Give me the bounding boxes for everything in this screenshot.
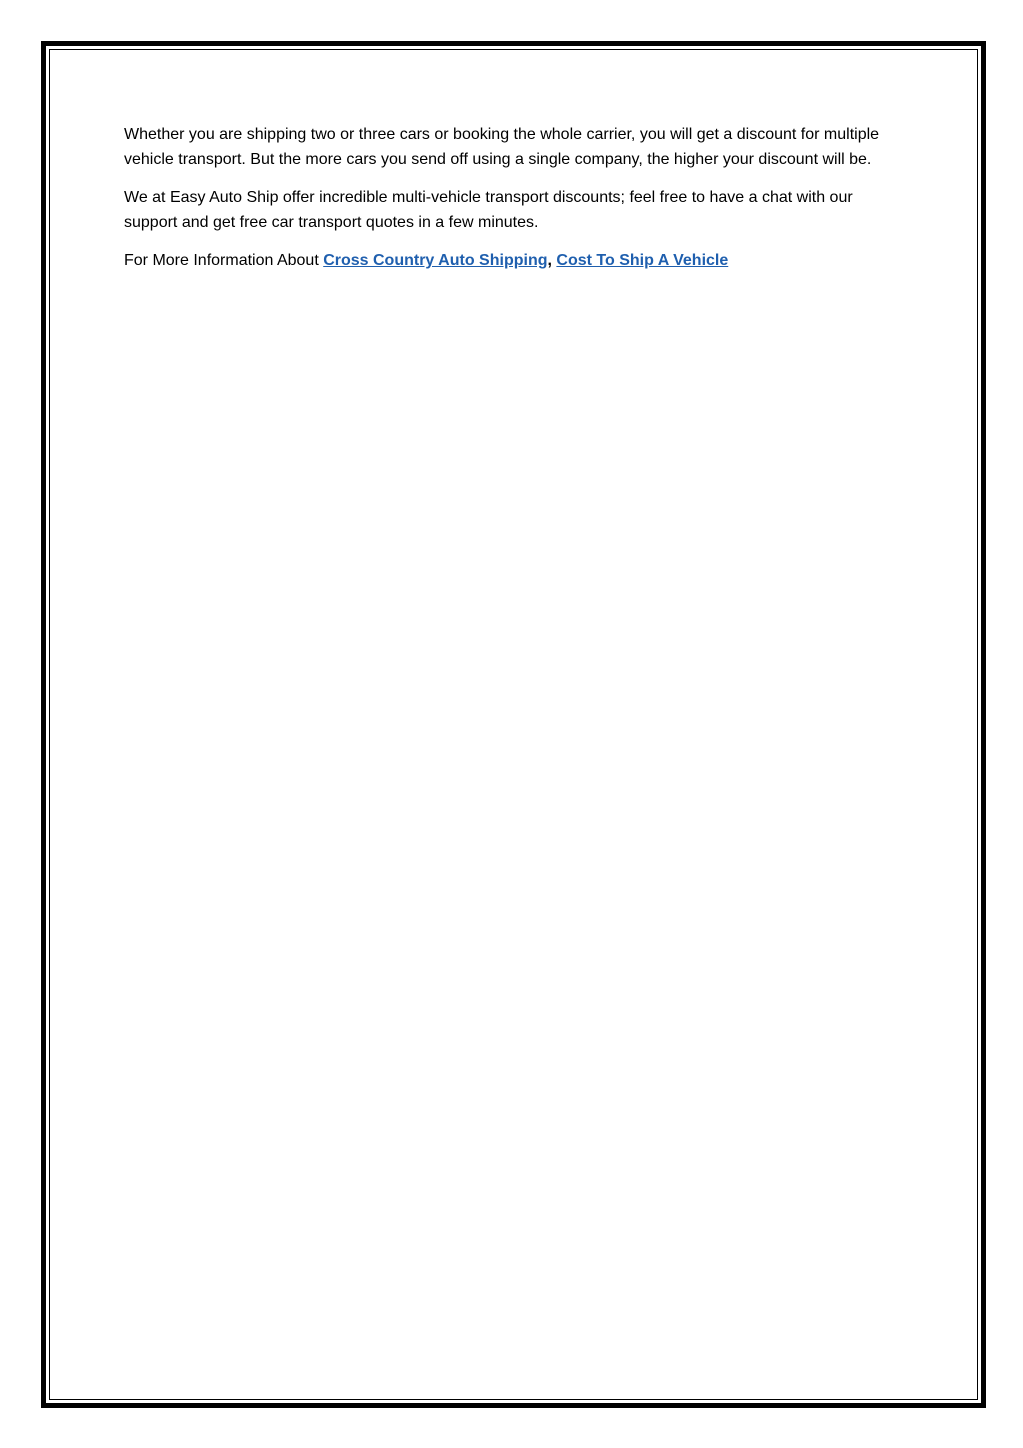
document-body [124,123,899,288]
cross-country-auto-shipping-link[interactable]: Cross Country Auto Shipping [323,252,548,269]
paragraph-discount-info: Whether you are shipping two or three cars or booking the whole carrier, you will get a discount for multiple vehicle transport. But the more cars you send off using a single company, the higher your discount will be. [124,126,880,168]
more-information-prefix: For More Information About [124,252,324,269]
more-information-line [124,249,899,274]
link-separator: , [547,252,552,269]
cost-to-ship-a-vehicle-link[interactable]: Cost To Ship A Vehicle [556,252,729,269]
paragraph-easy-auto-ship: We at Easy Auto Ship offer incredible multi-vehicle transport discounts; feel free to have a chat with our support and get free car transport quotes in a few minutes. [124,189,853,231]
